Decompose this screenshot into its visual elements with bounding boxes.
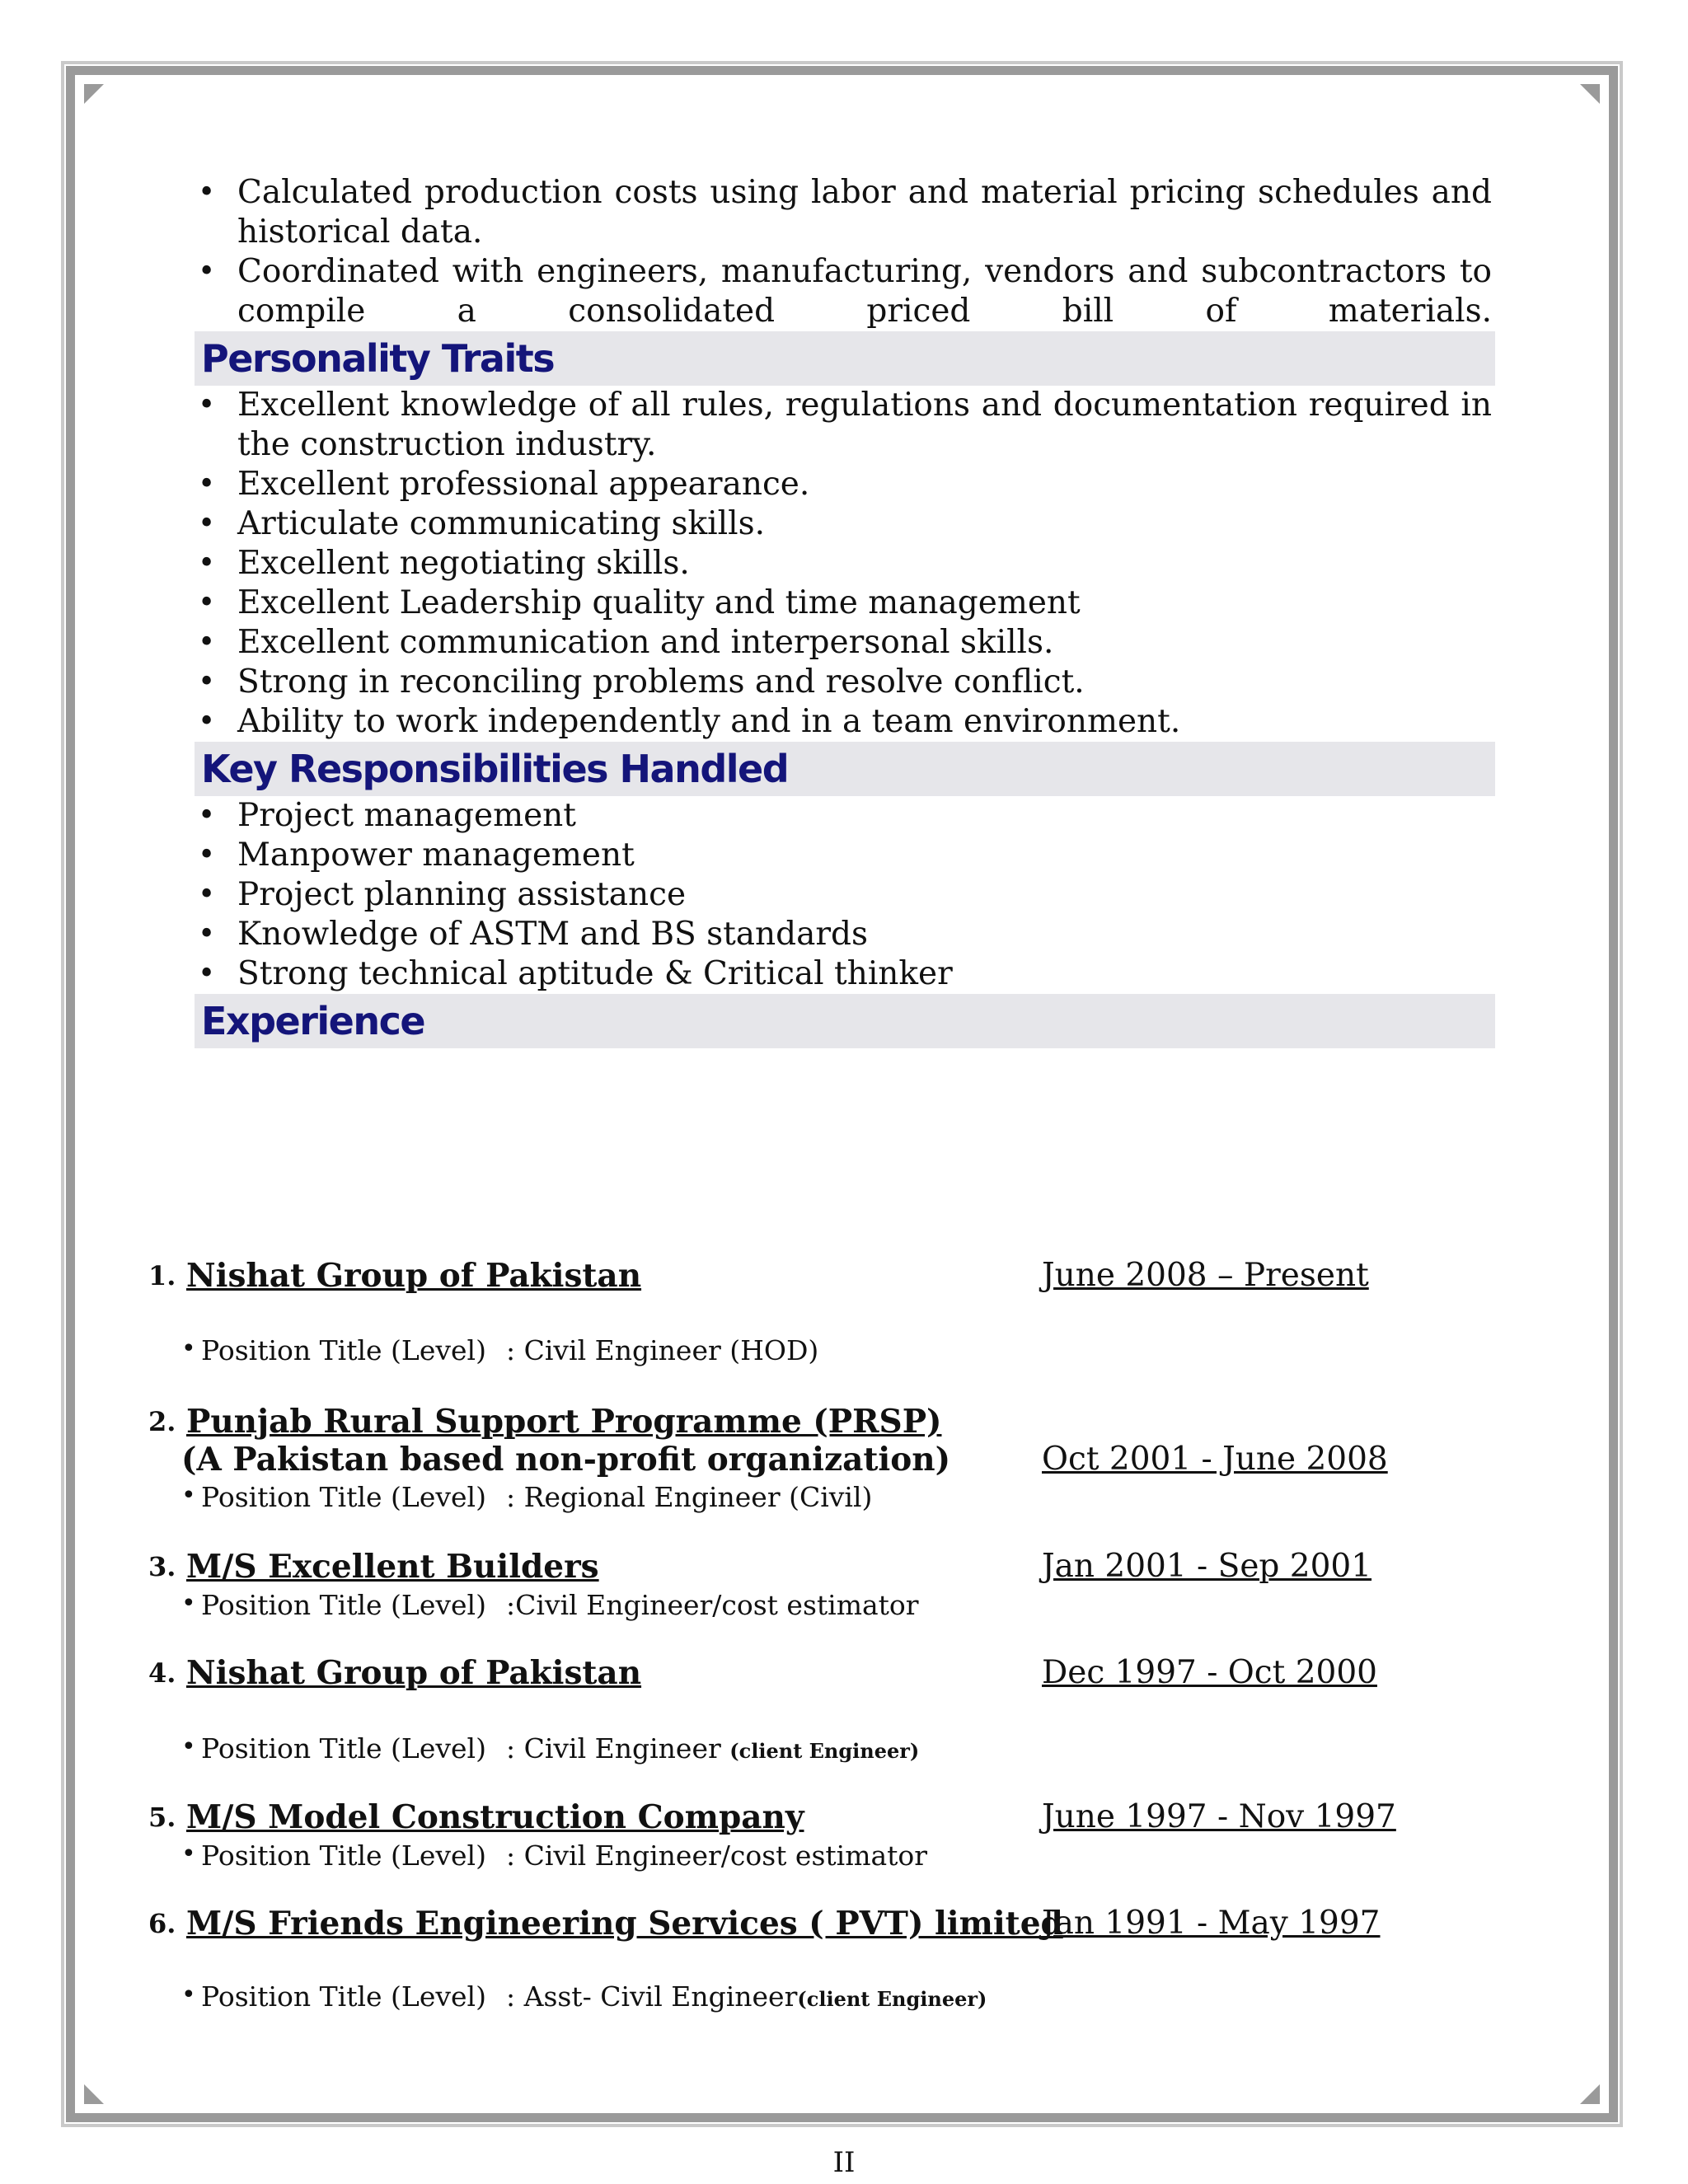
border-outer-left xyxy=(61,61,64,2127)
list-item: • Articulate communicating skills. xyxy=(195,504,1492,544)
position-line: • Position Title (Level) : Civil Engineer (client Engineer) xyxy=(201,1732,919,1765)
list-item: • Project planning assistance xyxy=(195,875,1492,915)
border-top xyxy=(66,66,1618,75)
personality-list xyxy=(195,386,1492,742)
company-name: Nishat Group of Pakistan xyxy=(186,1257,642,1295)
responsibilities-list xyxy=(195,796,1492,994)
entry-number: 3. xyxy=(148,1551,176,1582)
section-heading-responsibilities: Key Responsibilities Handled xyxy=(195,742,1495,796)
date-range: Jan 2001 - Sep 2001 xyxy=(1042,1548,1372,1585)
corner-ornament-bottom-left xyxy=(84,2084,104,2104)
list-item: • Knowledge of ASTM and BS standards xyxy=(195,915,1492,954)
border-outer-top xyxy=(61,61,1623,64)
list-item: • Excellent knowledge of all rules, regulations and documentation required in the construction industry. xyxy=(195,386,1492,465)
border-left xyxy=(66,66,75,2122)
page-number: II xyxy=(832,2146,856,2179)
company-name: Punjab Rural Support Programme (PRSP) xyxy=(186,1403,942,1441)
border-bottom xyxy=(66,2113,1618,2122)
position-line: • Position Title (Level) : Regional Engineer (Civil) xyxy=(201,1481,872,1513)
date-range: Oct 2001 - June 2008 xyxy=(1042,1441,1388,1478)
resume-content xyxy=(195,173,1492,1048)
list-item: • Coordinated with engineers, manufacturing, vendors and subcontractors to compile a consolidated priced bill of materials. xyxy=(195,252,1492,331)
border-outer-bottom xyxy=(61,2124,1623,2127)
position-line: • Position Title (Level) :Civil Engineer/cost estimator xyxy=(201,1589,919,1621)
company-name: Nishat Group of Pakistan xyxy=(186,1654,642,1692)
list-item: • Excellent negotiating skills. xyxy=(195,544,1492,583)
corner-ornament-top-right xyxy=(1580,84,1600,104)
corner-ornament-top-left xyxy=(84,84,104,104)
company-subtitle: (A Pakistan based non-profit organization) xyxy=(181,1441,951,1479)
entry-number: 4. xyxy=(148,1657,176,1689)
list-item: • Project management xyxy=(195,796,1492,836)
company-name: M/S Excellent Builders xyxy=(186,1548,599,1586)
position-line: • Position Title (Level) : Civil Engineer/cost estimator xyxy=(201,1840,927,1872)
corner-ornament-bottom-right xyxy=(1580,2084,1600,2104)
intro-bullet-list xyxy=(195,173,1492,331)
list-item: • Manpower management xyxy=(195,836,1492,875)
entry-number: 6. xyxy=(148,1908,176,1939)
entry-number: 1. xyxy=(148,1260,176,1291)
list-item: • Excellent Leadership quality and time management xyxy=(195,583,1492,623)
position-line: • Position Title (Level) : Asst- Civil Engineer(client Engineer) xyxy=(201,1980,987,2013)
list-item: • Strong technical aptitude & Critical thinker xyxy=(195,954,1492,994)
list-item: • Ability to work independently and in a team environment. xyxy=(195,702,1492,742)
list-item: • Excellent professional appearance. xyxy=(195,465,1492,504)
list-item: • Excellent communication and interpersonal skills. xyxy=(195,623,1492,663)
border-outer-right xyxy=(1620,61,1623,2127)
date-range: June 1997 - Nov 1997 xyxy=(1042,1798,1396,1835)
position-line: • Position Title (Level) : Civil Engineer (HOD) xyxy=(201,1334,818,1366)
section-heading-experience: Experience xyxy=(195,994,1495,1048)
company-name: M/S Friends Engineering Services ( PVT) limited xyxy=(186,1905,1063,1943)
list-item: • Calculated production costs using labor and material pricing schedules and historical data. xyxy=(195,173,1492,252)
border-right xyxy=(1609,66,1618,2122)
date-range: Jan 1991 - May 1997 xyxy=(1042,1905,1381,1942)
entry-number: 2. xyxy=(148,1406,176,1437)
section-heading-personality: Personality Traits xyxy=(195,331,1495,386)
entry-number: 5. xyxy=(148,1802,176,1833)
date-range: Dec 1997 - Oct 2000 xyxy=(1042,1654,1377,1691)
list-item: • Strong in reconciling problems and resolve conflict. xyxy=(195,663,1492,702)
company-name: M/S Model Construction Company xyxy=(186,1798,804,1836)
date-range: June 2008 – Present xyxy=(1042,1257,1369,1294)
